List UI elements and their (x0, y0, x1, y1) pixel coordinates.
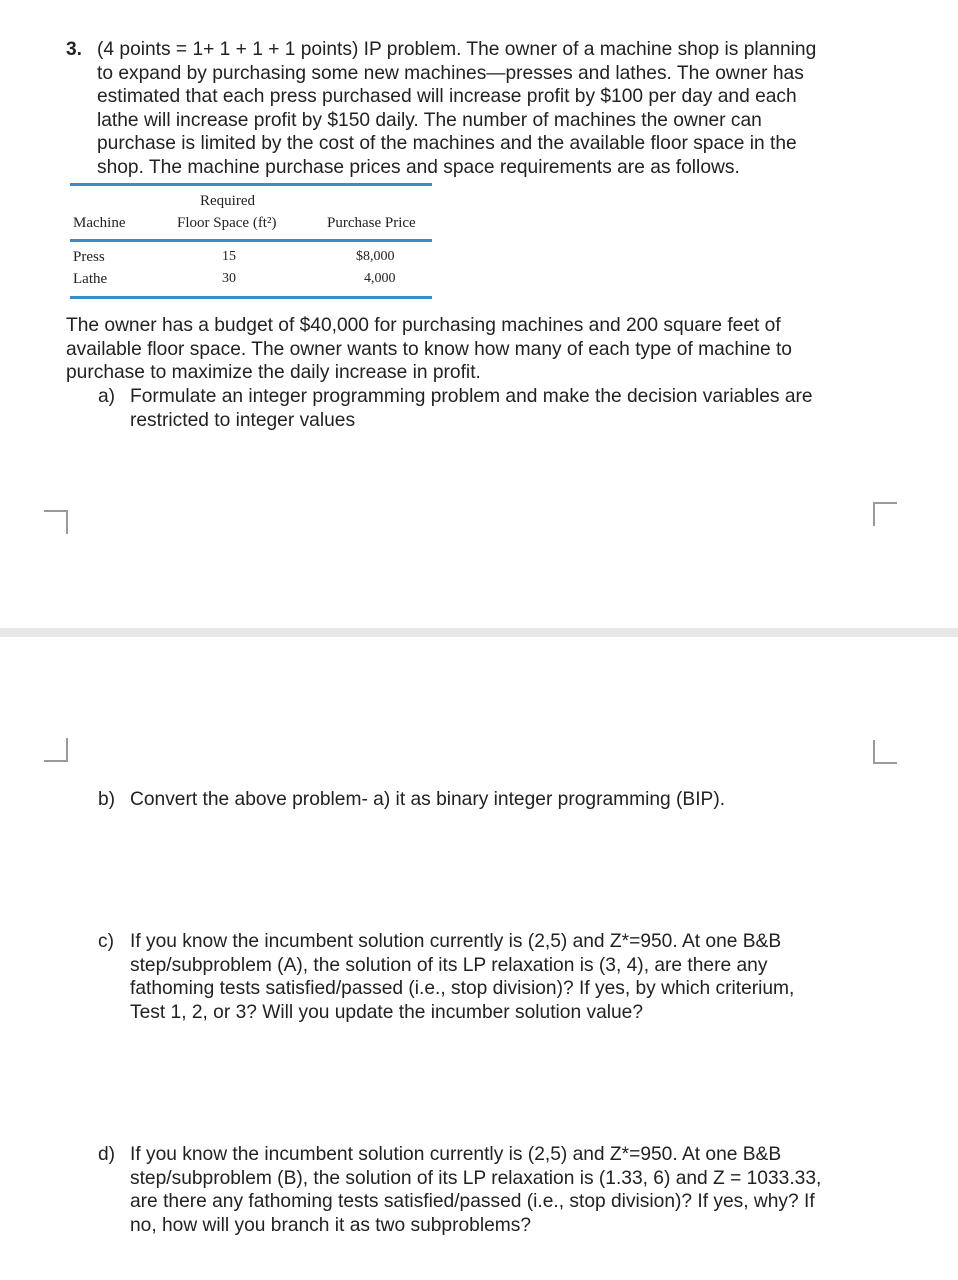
row-lathe-price: 4,000 (364, 271, 396, 286)
question-line: lathe will increase profit by $150 daily. The number of machines the owner can (97, 109, 762, 131)
corner-mark-bottom-left (44, 738, 68, 762)
problem-body (66, 314, 886, 385)
question-line: (4 points = 1+ 1 + 1 + 1 points) IP problem. The owner of a machine shop is planning (97, 39, 817, 60)
part-b-label: b) (98, 789, 116, 810)
part-b-line: Convert the above problem- a) it as binary integer programming (BIP). (130, 789, 726, 810)
part-d-line: If you know the incumbent solution currently is (2,5) and Z*=950. At one B&B (130, 1144, 782, 1165)
row-press-floor-space: 15 (222, 249, 236, 264)
part-c-line: If you know the incumbent solution currently is (2,5) and Z*=950. At one B&B (130, 931, 782, 952)
part-b-text (130, 788, 875, 812)
part-a-line: restricted to integer values (130, 409, 356, 431)
question-number: 3. (66, 39, 83, 60)
row-lathe-floor-space: 30 (222, 271, 236, 286)
corner-mark-top-right (873, 502, 897, 526)
part-c-line: Test 1, 2, or 3? Will you update the incumber solution value? (130, 1001, 644, 1023)
part-d-line: step/subproblem (B), the solution of its LP relaxation is (1.33, 6) and Z = 1033.33, (130, 1167, 822, 1189)
part-c-label: c) (98, 931, 114, 952)
body-line: The owner has a budget of $40,000 for purchasing machines and 200 square feet of (66, 315, 781, 336)
part-a-line: Formulate an integer programming problem and make the decision variables are (130, 386, 813, 407)
question-line: shop. The machine purchase prices and space requirements are as follows. (97, 156, 740, 178)
page-break (0, 628, 958, 637)
row-press-machine: Press (73, 249, 105, 265)
row-press-price: $8,000 (356, 249, 395, 264)
table-bottom-rule (70, 296, 432, 299)
body-line: purchase to maximize the daily increase in profit. (66, 362, 481, 384)
part-a-label: a) (98, 386, 116, 407)
header-floor-space-line2: Floor Space (ft²) (177, 215, 277, 231)
question-line: purchase is limited by the cost of the machines and the available floor space in the (97, 133, 797, 155)
body-line: available floor space. The owner wants to know how many of each type of machine to (66, 338, 792, 360)
header-floor-space-line1: Required (200, 193, 255, 209)
question-line: to expand by purchasing some new machines—presses and lathes. The owner has (97, 62, 804, 84)
corner-mark-top-left (44, 510, 68, 534)
header-machine: Machine (73, 215, 126, 231)
part-c-text (130, 930, 875, 1024)
corner-mark-bottom-right (873, 740, 897, 764)
table-header-rule (70, 239, 432, 242)
part-d-label: d) (98, 1144, 116, 1165)
part-d-line: no, how will you branch it as two subproblems? (130, 1214, 532, 1236)
question-text (97, 38, 887, 180)
question-line: estimated that each press purchased will increase profit by $100 per day and each (97, 86, 797, 108)
table-top-rule (70, 183, 432, 186)
part-d-text (130, 1143, 875, 1237)
part-a-text (130, 385, 875, 432)
part-c-line: fathoming tests satisfied/passed (i.e., stop division)? If yes, by which criterium, (130, 978, 795, 1000)
row-lathe-machine: Lathe (73, 271, 108, 287)
part-c-line: step/subproblem (A), the solution of its LP relaxation is (3, 4), are there any (130, 954, 768, 976)
header-purchase-price: Purchase Price (327, 215, 416, 231)
part-d-line: are there any fathoming tests satisfied/passed (i.e., stop division)? If yes, why? If (130, 1191, 815, 1213)
